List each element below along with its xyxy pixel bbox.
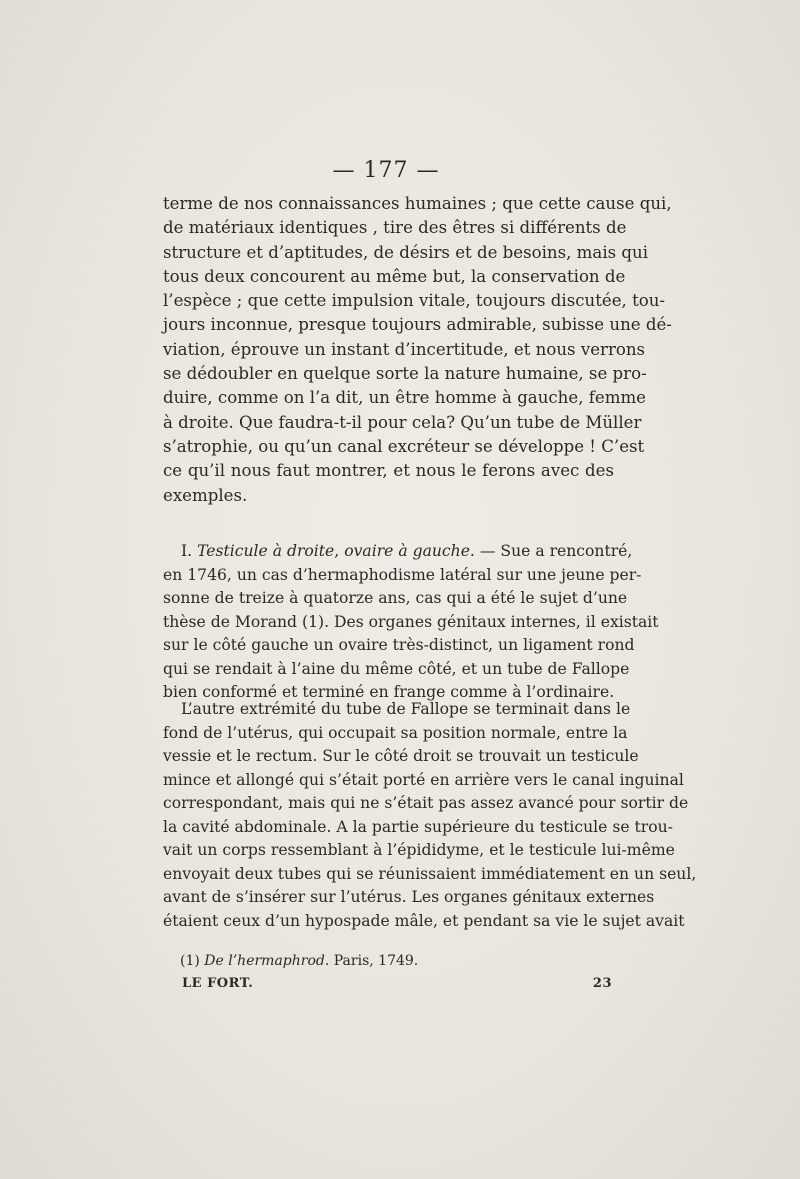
paragraph-1 xyxy=(163,192,672,508)
paragraph-3 xyxy=(163,698,697,933)
text-line: en 1746, un cas d’hermaphodisme latéral sur une jeune per- xyxy=(163,565,642,584)
text-line: étaient ceux d’un hypospade mâle, et pendant sa vie le sujet avait xyxy=(163,911,685,930)
section-number: I. xyxy=(181,542,193,560)
section-title-separator: , xyxy=(334,542,340,560)
text-line: mince et allongé qui s’était porté en arrière vers le canal inguinal xyxy=(163,770,684,789)
section-heading xyxy=(163,540,633,564)
text-line: L’autre extrémité du tube de Fallope se terminait dans le xyxy=(181,700,631,718)
signature-author: LE FORT. xyxy=(182,976,254,991)
text-line: qui se rendait à l’aine du même côté, et un tube de Fallope xyxy=(163,659,630,678)
footnote xyxy=(180,953,418,969)
text-line: avant de s’insérer sur l’utérus. Les organes génitaux externes xyxy=(163,888,655,906)
text-line: exemples. xyxy=(163,485,248,505)
text-line: jours inconnue, presque toujours admirable, subisse une dé- xyxy=(163,315,672,335)
text-line: la cavité abdominale. A la partie supérieure du testicule se trou- xyxy=(163,817,673,836)
signature-sheet-number: 23 xyxy=(592,976,612,991)
text-line: sur le côté gauche un ovaire très-distinct, un ligament rond xyxy=(163,636,635,654)
text-line: tous deux concourent au même but, la conservation de xyxy=(163,266,626,286)
text-line: ce qu’il nous faut montrer, et nous le ferons avec des xyxy=(163,461,614,481)
text-line: se dédoubler en quelque sorte la nature humaine, se pro- xyxy=(163,364,647,384)
text-line: viation, éprouve un instant d’incertitude, et nous verrons xyxy=(163,339,646,359)
printer-signature xyxy=(182,976,612,991)
footnote-title: De l’hermaphrod. xyxy=(204,953,330,969)
section-title-part1: Testicule à droite xyxy=(197,542,335,560)
text-line: de matériaux identiques , tire des êtres si différents de xyxy=(163,218,627,238)
text-line: vait un corps ressemblant à l’épididyme, et le testicule lui-même xyxy=(163,841,675,859)
text-line: duire, comme on l’a dit, un être homme à gauche, femme xyxy=(163,388,646,408)
text-line: terme de nos connaissances humaines ; que cette cause qui, xyxy=(163,194,672,213)
text-line: structure et d’aptitudes, de désirs et de besoins, mais qui xyxy=(163,242,649,262)
footnote-text: Paris, 1749. xyxy=(333,953,419,969)
text-line: vessie et le rectum. Sur le côté droit se trouvait un testicule xyxy=(163,747,639,765)
page-number: — 177 — xyxy=(332,158,440,183)
text-line: envoyait deux tubes qui se réunissaient immédiatement en un seul, xyxy=(163,864,697,883)
text-line: l’espèce ; que cette impulsion vitale, toujours discutée, tou- xyxy=(163,291,666,311)
footnote-marker: (1) xyxy=(180,953,200,969)
text-line: bien conformé et terminé en frange comme à l’ordinaire. xyxy=(163,683,615,701)
text-line: thèse de Morand (1). Des organes génitaux internes, il existait xyxy=(163,612,659,631)
text-line: sonne de treize à quatorze ans, cas qui a été le sujet d’une xyxy=(163,589,628,607)
text-line: correspondant, mais qui ne s’était pas assez avancé pour sortir de xyxy=(163,794,689,812)
text-line: s’atrophie, ou qu’un canal excréteur se développe ! C’est xyxy=(163,436,645,456)
text-line: fond de l’utérus, qui occupait sa position normale, entre la xyxy=(163,723,628,742)
text-line: à droite. Que faudra-t-il pour cela? Qu’un tube de Müller xyxy=(163,412,642,432)
section-continuation: — Sue a rencontré, xyxy=(479,542,633,560)
paragraph-2 xyxy=(163,540,659,705)
section-title-part2: ovaire à gauche. xyxy=(344,542,475,560)
